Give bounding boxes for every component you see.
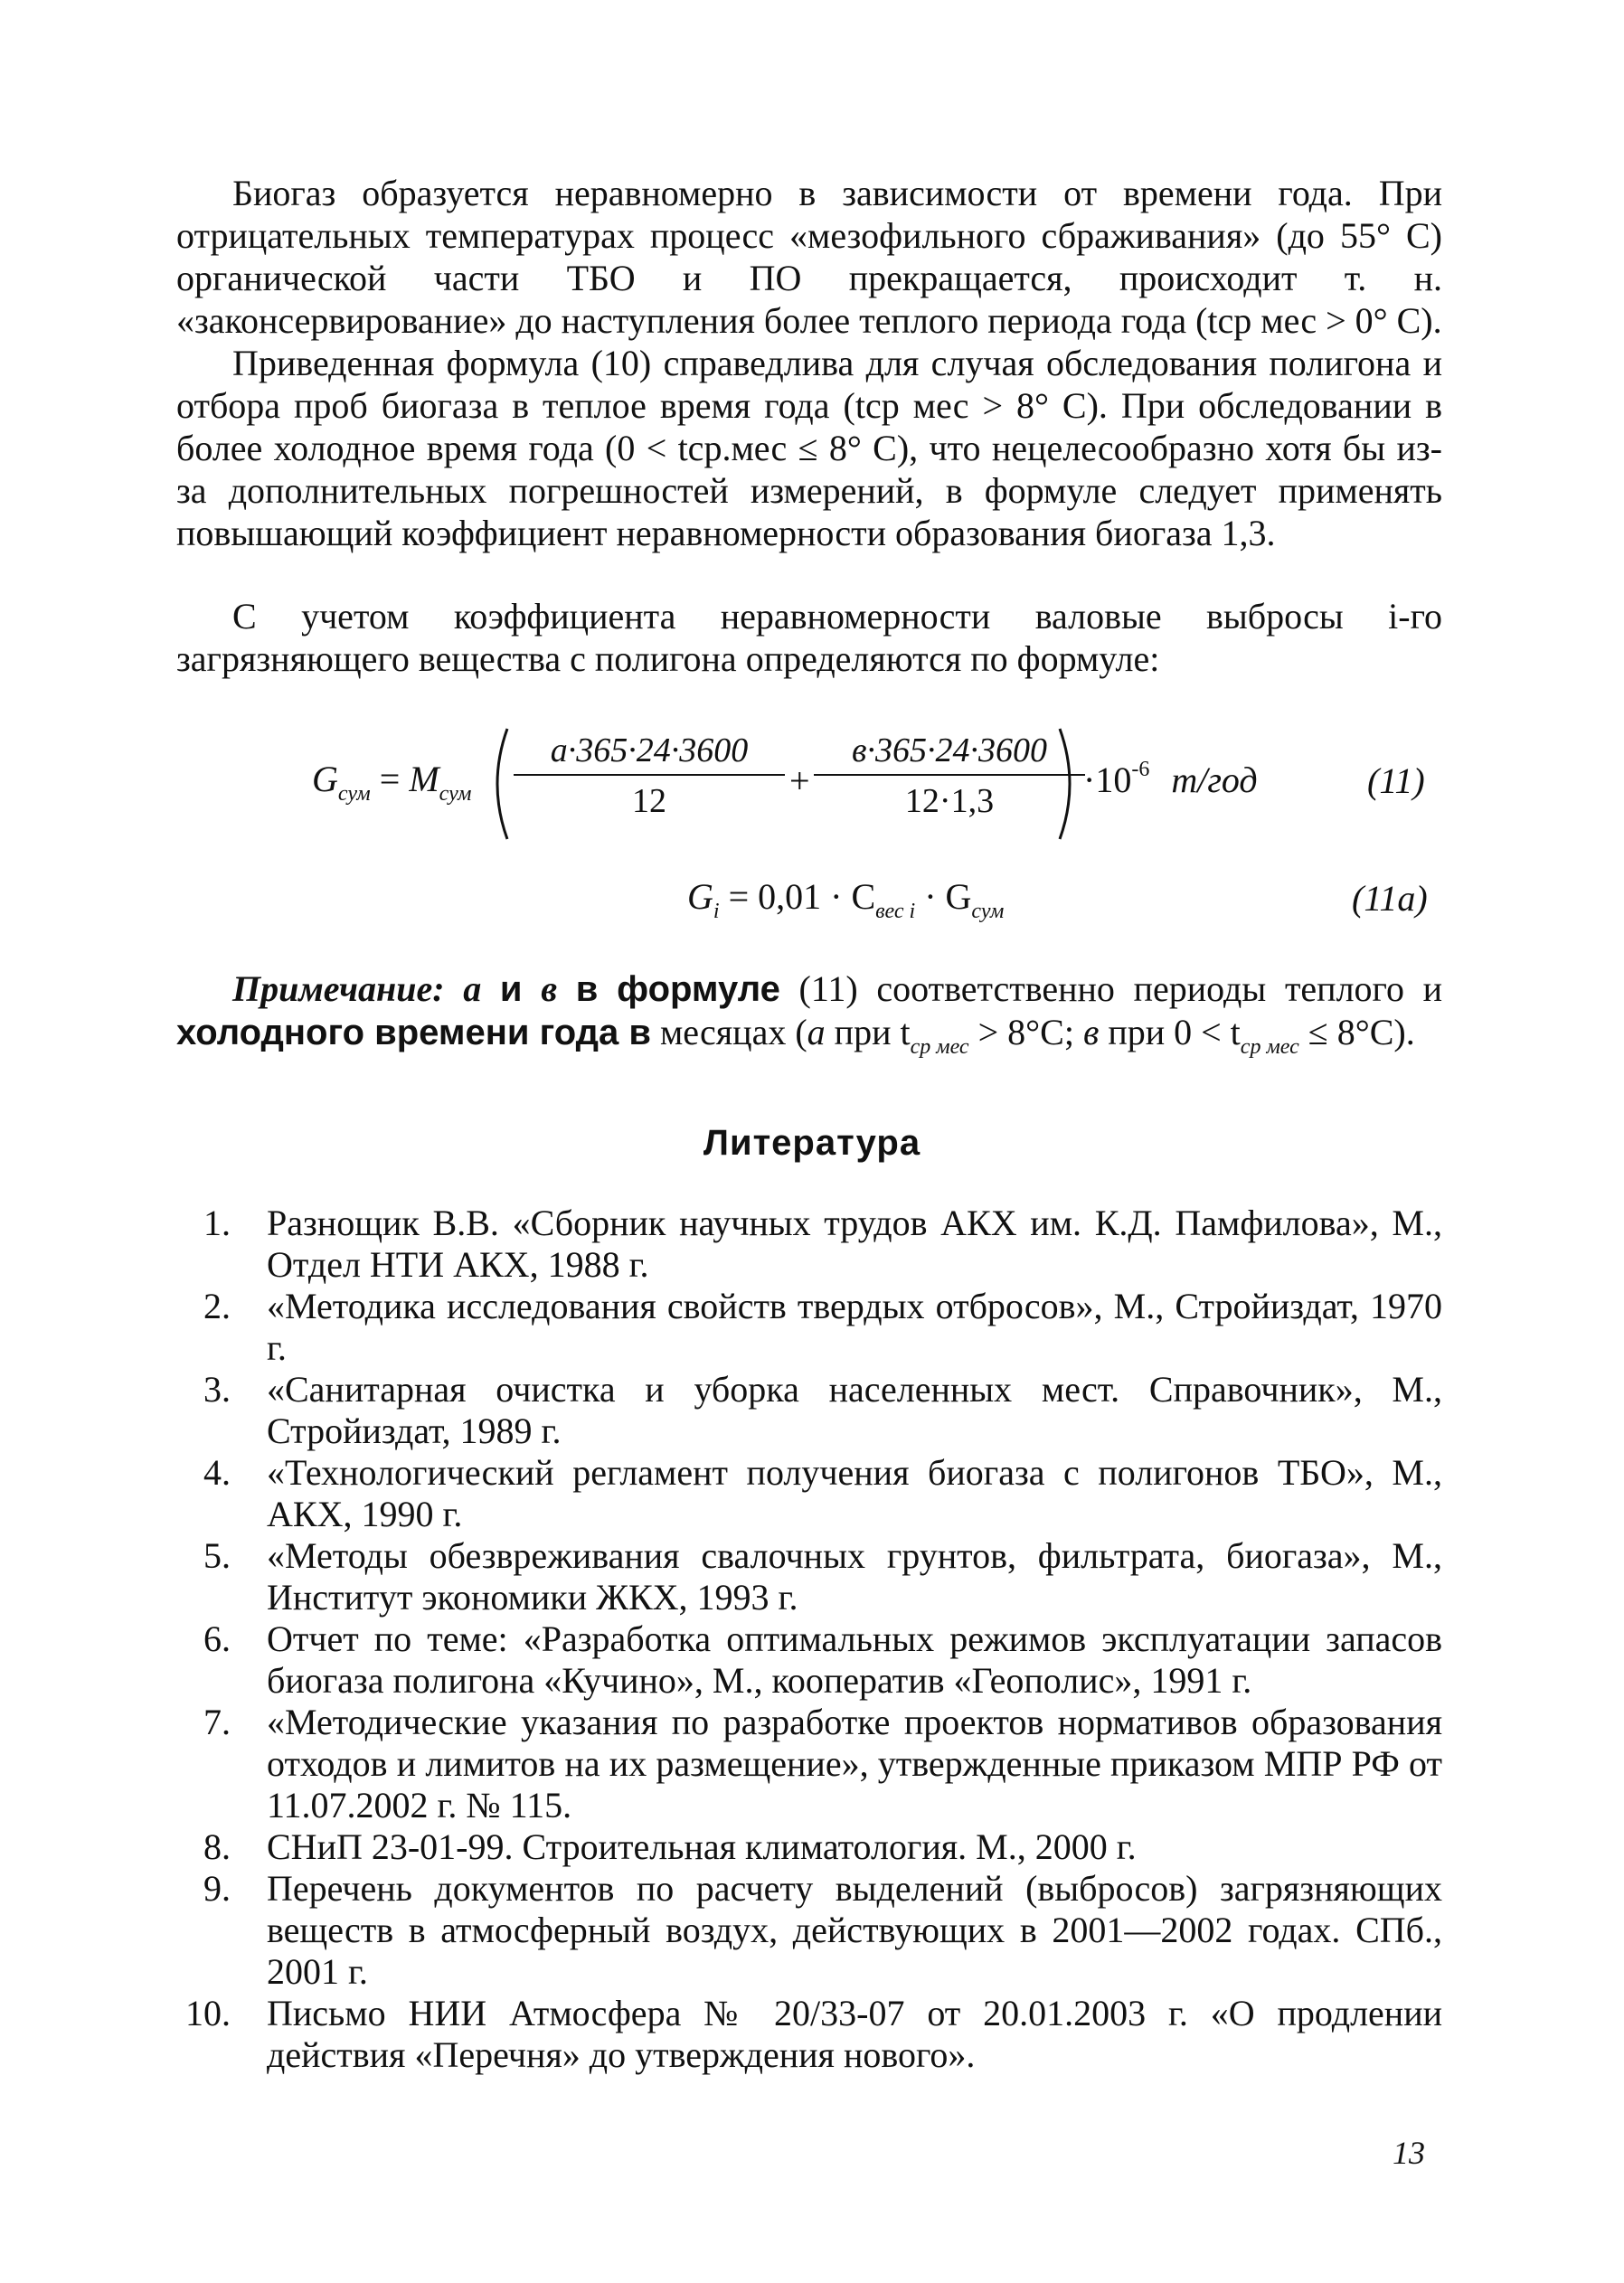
paragraph-gross-emissions-intro: С учетом коэффициента неравномерности валовые выбросы i-го загрязняющего вещества с полигона определяются по формуле: <box>176 596 1442 679</box>
right-paren <box>1056 725 1083 843</box>
fraction-cold-period: в·365·24·3600 12·1,3 <box>814 731 1085 821</box>
reference-item: 9. Перечень документов по расчету выделений (выбросов) загрязняющих веществ в атмосферный воздух, действующих в 2001—2002 годах. СПб., 2001 г. <box>203 1868 1442 1992</box>
formula-11-factor: $\cdot 10^{-6}$ т/год <box>1083 758 1258 800</box>
references-heading: Литература <box>703 1123 921 1163</box>
reference-item: 6. Отчет по теме: «Разработка оптимальных режимов эксплуатации запасов биогаза полигона «Кучино», М., кооператив «Геополис», 1991 г. <box>203 1618 1442 1701</box>
page-number: 13 <box>1393 2135 1425 2171</box>
reference-item: 8. СНиП 23-01-99. Строительная климатология. М., 2000 г. <box>203 1826 1137 1867</box>
reference-item: 5. «Методы обезвреживания свалочных грунтов, фильтрата, биогаза», М., Институт экономики ЖКХ, 1993 г. <box>203 1535 1442 1618</box>
reference-item: 3. «Санитарная очистка и уборка населенных мест. Справочник», М., Стройиздат, 1989 г. <box>203 1369 1442 1451</box>
equation-number-11: (11) <box>1367 760 1425 801</box>
paragraph-formula-applicability: Приведенная формула (10) справедлива для случая обследования полигона и отбора проб биогаза в теплое время года (tср мес > 8° С). При обследовании в более холодное время года (0 < tср.мес ≤ 8° С), что нецелесообразно хотя бы из-за дополнительных погрешностей измерений, в формуле следует применять повышающий коэффициент неравномерности образования биогаза 1,3. <box>176 343 1442 553</box>
references-list <box>176 1203 1442 2076</box>
reference-item: 2. «Методика исследования свойств твердых отбросов», М., Стройиздат, 1970 г. <box>203 1286 1442 1368</box>
left-paren <box>484 725 511 843</box>
fraction-warm-period: $\frac{a\cdot 365\cdot 24\cdot 3600}{12}$ <box>514 731 785 821</box>
reference-item: 7. «Методические указания по разработке проектов нормативов образования отходов и лимитов на их размещение», утвержденные приказом МПР РФ от 11.07.2002 г. № 115. <box>203 1702 1442 1825</box>
note-paragraph: Примечание: а и в в формуле (11) соответственно периоды теплого и холодного времени года в месяцах (а при $t_{ср мес} > 8^\circ С$; в при $0 < t_{ср мес} \le 8^\circ С$). <box>176 968 1443 1059</box>
reference-item: 10. Письмо НИИ Атмосфера № 20/33-07 от 20.01.2003 г. «О продлении действия «Перечня» до утверждения нового». <box>185 1993 1442 2075</box>
note-label: Примечание: <box>232 968 445 1009</box>
equation-number-11a: (11a) <box>1352 878 1428 919</box>
formula-11a: $G_i = 0,01 \cdot C_{вес i} \cdot G_{сум}$ <box>687 876 1005 923</box>
reference-item: 1. Разнощик В.В. «Сборник научных трудов АКХ им. К.Д. Памфилова», М., Отдел НТИ АКХ, 1988 г. <box>203 1203 1442 1285</box>
plus-sign: + <box>789 760 810 801</box>
paragraph-biogas-seasonality: Биогаз образуется неравномерно в зависимости от времени года. При отрицательных температурах процесс «мезофильного сбраживания» (до 55° С) органической части ТБО и ПО прекращается, происходит т. н. «законсервирование» до наступления более теплого периода года (tср мес > 0° С). <box>176 173 1442 341</box>
reference-item: 4. «Технологический регламент получения биогаза с полигонов ТБО», М., АКХ, 1990 г. <box>203 1452 1442 1534</box>
formula-11-lhs: $G_{сум} = M_{сум}$ <box>312 759 472 806</box>
